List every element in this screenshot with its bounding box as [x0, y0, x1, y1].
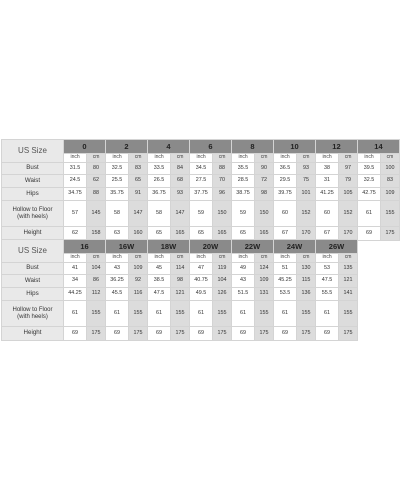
measurement-row: [2, 263, 358, 275]
row-label: Waist: [2, 175, 64, 188]
measurement-cell: 61: [64, 301, 87, 327]
unit-cm-label: cm: [87, 154, 106, 163]
measurement-row: [2, 163, 400, 175]
measurement-cell: 90: [255, 163, 274, 175]
measurement-cell: 27.5: [190, 175, 213, 188]
size-header-24w: 24W: [273, 240, 315, 254]
unit-cm-label: cm: [381, 154, 400, 163]
measurement-cell: 36.5: [274, 163, 297, 175]
measurement-cell: 32.5: [106, 163, 129, 175]
size-header-6: 6: [190, 140, 232, 154]
measurement-cell: 83: [381, 175, 400, 188]
unit-inch-label: inch: [64, 254, 87, 263]
measurement-cell: 101: [297, 188, 316, 201]
measurement-cell: 69: [189, 327, 212, 341]
measurement-cell: 47: [189, 263, 212, 275]
measurement-cell: 96: [213, 188, 232, 201]
measurement-row: [2, 275, 358, 288]
measurement-cell: 155: [339, 301, 358, 327]
measurement-cell: 92: [129, 275, 148, 288]
measurement-cell: 35.5: [232, 163, 255, 175]
measurement-cell: 69: [147, 327, 170, 341]
measurement-cell: 49: [231, 263, 254, 275]
measurement-cell: 57: [64, 201, 87, 227]
measurement-cell: 53.5: [273, 288, 296, 301]
measurement-cell: 105: [339, 188, 358, 201]
measurement-cell: 69: [357, 227, 380, 241]
measurement-cell: 45: [147, 263, 170, 275]
measurement-cell: 70: [213, 175, 232, 188]
measurement-cell: 68: [171, 175, 190, 188]
measurement-cell: 35.75: [106, 188, 129, 201]
measurement-cell: 59: [232, 201, 255, 227]
measurement-cell: 155: [87, 301, 106, 327]
measurement-cell: 51: [273, 263, 296, 275]
measurement-cell: 38.5: [147, 275, 170, 288]
measurement-cell: 65: [232, 227, 255, 241]
row-label: Height: [2, 227, 64, 241]
size-header-0: 0: [64, 140, 106, 154]
measurement-cell: 58: [148, 201, 171, 227]
size-header-4: 4: [148, 140, 190, 154]
unit-inch-label: inch: [274, 154, 297, 163]
measurement-cell: 49.5: [189, 288, 212, 301]
measurement-cell: 121: [171, 288, 190, 301]
row-label: Height: [2, 327, 64, 341]
row-label: Hollow to Floor (with heels): [2, 301, 64, 327]
size-chart-table-2: [1, 239, 358, 341]
unit-inch-label: inch: [315, 154, 338, 163]
measurement-cell: 69: [273, 327, 296, 341]
row-label: Hips: [2, 188, 64, 201]
measurement-cell: 60: [315, 201, 338, 227]
measurement-cell: 67: [274, 227, 297, 241]
measurement-row: [2, 188, 400, 201]
measurement-cell: 100: [381, 163, 400, 175]
measurement-cell: 61: [147, 301, 170, 327]
measurement-cell: 155: [255, 301, 274, 327]
measurement-cell: 53: [315, 263, 338, 275]
measurement-cell: 175: [255, 327, 274, 341]
measurement-cell: 29.5: [274, 175, 297, 188]
measurement-cell: 75: [297, 175, 316, 188]
measurement-cell: 61: [273, 301, 296, 327]
measurement-cell: 175: [339, 327, 358, 341]
unit-cm-label: cm: [213, 154, 232, 163]
measurement-cell: 93: [171, 188, 190, 201]
measurement-row: [2, 301, 358, 327]
size-header-16w: 16W: [105, 240, 147, 254]
measurement-cell: 88: [87, 188, 106, 201]
measurement-cell: 63: [106, 227, 129, 241]
measurement-cell: 79: [339, 175, 358, 188]
measurement-cell: 155: [213, 301, 232, 327]
unit-inch-label: inch: [232, 154, 255, 163]
row-label: Bust: [2, 163, 64, 175]
measurement-cell: 41: [64, 263, 87, 275]
measurement-cell: 109: [255, 275, 274, 288]
measurement-cell: 37.75: [190, 188, 213, 201]
measurement-cell: 58: [106, 201, 129, 227]
measurement-cell: 47.5: [147, 288, 170, 301]
measurement-cell: 83: [129, 163, 148, 175]
measurement-cell: 150: [213, 201, 232, 227]
measurement-cell: 28.5: [232, 175, 255, 188]
measurement-cell: 155: [129, 301, 148, 327]
unit-cm-label: cm: [171, 254, 190, 263]
measurement-cell: 98: [171, 275, 190, 288]
measurement-cell: 69: [105, 327, 128, 341]
measurement-cell: 135: [339, 263, 358, 275]
measurement-cell: 175: [87, 327, 106, 341]
unit-inch-label: inch: [273, 254, 296, 263]
measurement-row: [2, 201, 400, 227]
measurement-cell: 130: [297, 263, 316, 275]
measurement-cell: 119: [213, 263, 232, 275]
measurement-cell: 33.5: [148, 163, 171, 175]
measurement-cell: 175: [171, 327, 190, 341]
measurement-cell: 104: [213, 275, 232, 288]
unit-cm-label: cm: [171, 154, 190, 163]
measurement-cell: 61: [189, 301, 212, 327]
measurement-cell: 152: [339, 201, 358, 227]
measurement-cell: 114: [171, 263, 190, 275]
measurement-cell: 109: [129, 263, 148, 275]
measurement-cell: 69: [315, 327, 338, 341]
measurement-cell: 170: [297, 227, 316, 241]
measurement-cell: 34.75: [64, 188, 87, 201]
measurement-cell: 152: [297, 201, 316, 227]
measurement-cell: 34: [64, 275, 87, 288]
measurement-cell: 34.5: [190, 163, 213, 175]
size-header-12: 12: [315, 140, 357, 154]
measurement-cell: 121: [339, 275, 358, 288]
size-header-10: 10: [274, 140, 316, 154]
measurement-row: [2, 175, 400, 188]
measurement-cell: 150: [255, 201, 274, 227]
unit-inch-label: inch: [148, 154, 171, 163]
measurement-cell: 55.5: [315, 288, 338, 301]
measurement-cell: 86: [87, 275, 106, 288]
measurement-cell: 38: [315, 163, 338, 175]
unit-inch-label: inch: [357, 154, 380, 163]
measurement-cell: 165: [213, 227, 232, 241]
measurement-cell: 62: [87, 175, 106, 188]
unit-inch-label: inch: [106, 154, 129, 163]
measurement-cell: 158: [87, 227, 106, 241]
measurement-cell: 69: [64, 327, 87, 341]
measurement-cell: 91: [129, 188, 148, 201]
us-size-header: US Size: [2, 240, 64, 263]
measurement-cell: 80: [87, 163, 106, 175]
measurement-cell: 175: [381, 227, 400, 241]
measurement-cell: 32.5: [357, 175, 380, 188]
measurement-cell: 40.75: [189, 275, 212, 288]
us-size-header: US Size: [2, 140, 64, 163]
unit-cm-label: cm: [255, 154, 274, 163]
unit-cm-label: cm: [339, 154, 358, 163]
measurement-cell: 61: [315, 301, 338, 327]
unit-cm-label: cm: [339, 254, 358, 263]
measurement-cell: 43: [105, 263, 128, 275]
size-chart-table-1: [1, 139, 400, 241]
measurement-cell: 98: [255, 188, 274, 201]
measurement-cell: 69: [231, 327, 254, 341]
measurement-cell: 36.25: [105, 275, 128, 288]
measurement-cell: 61: [231, 301, 254, 327]
measurement-cell: 51.5: [231, 288, 254, 301]
measurement-cell: 104: [87, 263, 106, 275]
measurement-cell: 93: [297, 163, 316, 175]
unit-inch-label: inch: [231, 254, 254, 263]
measurement-cell: 147: [171, 201, 190, 227]
measurement-cell: 165: [255, 227, 274, 241]
unit-inch-label: inch: [147, 254, 170, 263]
measurement-cell: 39.5: [357, 163, 380, 175]
size-header-2: 2: [106, 140, 148, 154]
row-label: Waist: [2, 275, 64, 288]
measurement-cell: 25.5: [106, 175, 129, 188]
measurement-cell: 24.5: [64, 175, 87, 188]
unit-inch-label: inch: [315, 254, 338, 263]
measurement-cell: 65: [129, 175, 148, 188]
measurement-cell: 72: [255, 175, 274, 188]
unit-cm-label: cm: [213, 254, 232, 263]
unit-inch-label: inch: [189, 254, 212, 263]
measurement-cell: 61: [105, 301, 128, 327]
measurement-cell: 175: [129, 327, 148, 341]
measurement-cell: 124: [255, 263, 274, 275]
unit-cm-label: cm: [87, 254, 106, 263]
measurement-cell: 88: [213, 163, 232, 175]
measurement-cell: 126: [213, 288, 232, 301]
measurement-cell: 26.5: [148, 175, 171, 188]
measurement-cell: 84: [171, 163, 190, 175]
size-header-20w: 20W: [189, 240, 231, 254]
measurement-cell: 42.75: [357, 188, 380, 201]
measurement-row: [2, 288, 358, 301]
measurement-row: [2, 327, 358, 341]
row-label: Hips: [2, 288, 64, 301]
size-header-26w: 26W: [315, 240, 357, 254]
unit-cm-label: cm: [297, 254, 316, 263]
measurement-cell: 136: [297, 288, 316, 301]
measurement-cell: 170: [339, 227, 358, 241]
size-header-14: 14: [357, 140, 399, 154]
measurement-cell: 61: [357, 201, 380, 227]
measurement-cell: 165: [171, 227, 190, 241]
measurement-cell: 141: [339, 288, 358, 301]
unit-cm-label: cm: [129, 254, 148, 263]
measurement-cell: 59: [190, 201, 213, 227]
size-header-16: 16: [64, 240, 106, 254]
unit-cm-label: cm: [255, 254, 274, 263]
measurement-cell: 175: [213, 327, 232, 341]
measurement-cell: 31: [315, 175, 338, 188]
measurement-cell: 47.5: [315, 275, 338, 288]
size-header-22w: 22W: [231, 240, 273, 254]
measurement-cell: 38.75: [232, 188, 255, 201]
measurement-cell: 45.5: [105, 288, 128, 301]
measurement-cell: 115: [297, 275, 316, 288]
measurement-cell: 36.75: [148, 188, 171, 201]
size-header-18w: 18W: [147, 240, 189, 254]
measurement-cell: 43: [231, 275, 254, 288]
measurement-cell: 131: [255, 288, 274, 301]
measurement-cell: 147: [129, 201, 148, 227]
unit-inch-label: inch: [64, 154, 87, 163]
measurement-cell: 44.25: [64, 288, 87, 301]
unit-inch-label: inch: [190, 154, 213, 163]
measurement-cell: 45.25: [273, 275, 296, 288]
measurement-cell: 62: [64, 227, 87, 241]
measurement-cell: 31.5: [64, 163, 87, 175]
measurement-cell: 175: [297, 327, 316, 341]
measurement-cell: 67: [315, 227, 338, 241]
measurement-cell: 60: [274, 201, 297, 227]
measurement-cell: 116: [129, 288, 148, 301]
unit-inch-label: inch: [105, 254, 128, 263]
measurement-cell: 65: [148, 227, 171, 241]
measurement-cell: 41.25: [315, 188, 338, 201]
measurement-cell: 109: [381, 188, 400, 201]
measurement-cell: 65: [190, 227, 213, 241]
measurement-cell: 160: [129, 227, 148, 241]
size-header-8: 8: [232, 140, 274, 154]
measurement-cell: 97: [339, 163, 358, 175]
measurement-cell: 155: [171, 301, 190, 327]
measurement-cell: 155: [297, 301, 316, 327]
measurement-cell: 145: [87, 201, 106, 227]
unit-cm-label: cm: [297, 154, 316, 163]
measurement-cell: 112: [87, 288, 106, 301]
row-label: Hollow to Floor (with heels): [2, 201, 64, 227]
measurement-cell: 155: [381, 201, 400, 227]
measurement-cell: 39.75: [274, 188, 297, 201]
row-label: Bust: [2, 263, 64, 275]
unit-cm-label: cm: [129, 154, 148, 163]
